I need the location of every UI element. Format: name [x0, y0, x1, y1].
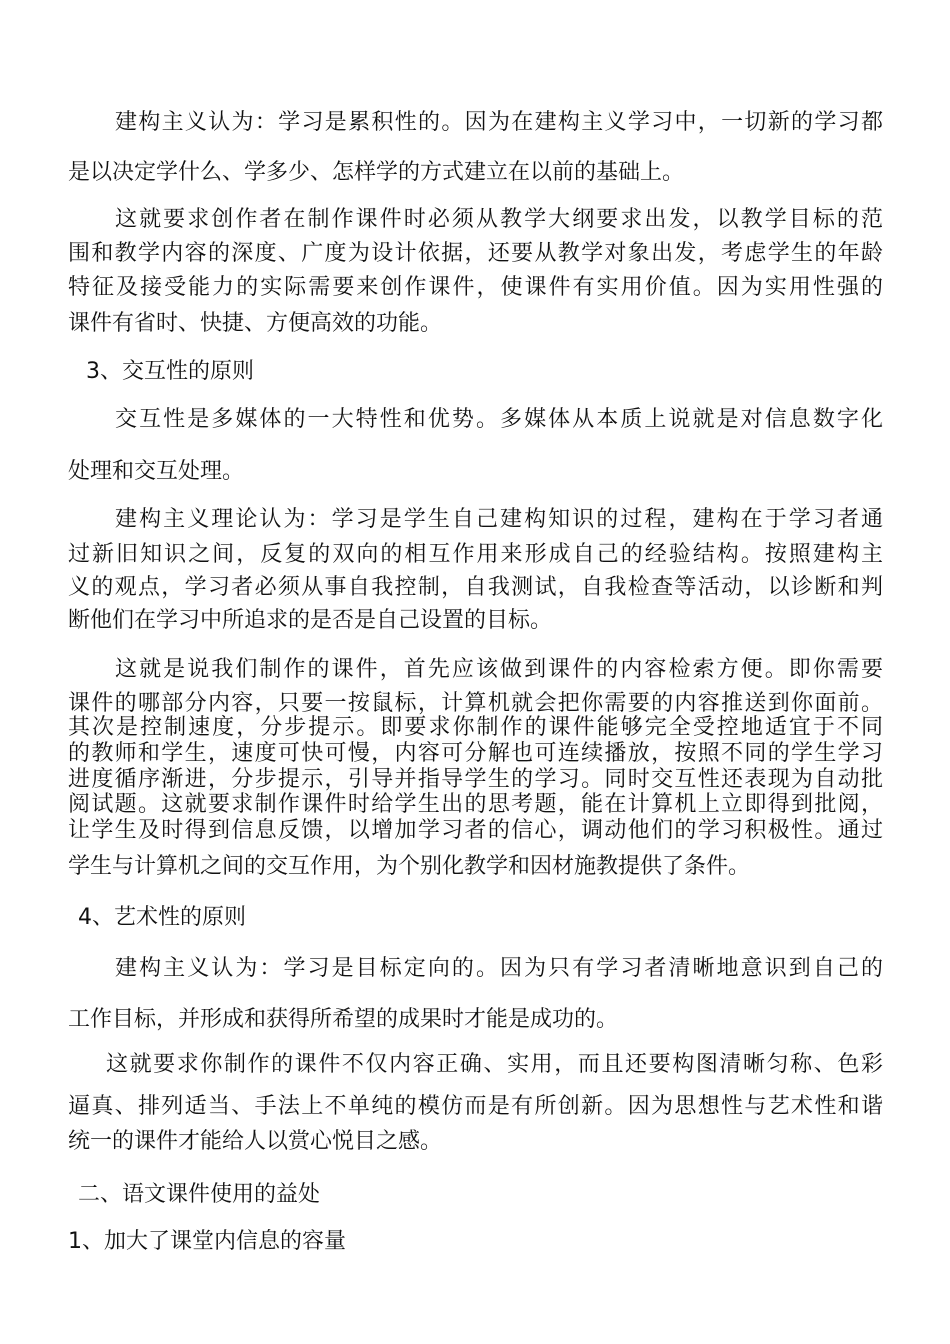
paragraph-line: 处理和交互处理。 [68, 459, 245, 484]
paragraph-line: 建构主义理论认为：学习是学生自己建构知识的过程，建构在于学习者通 [115, 507, 883, 532]
section-heading: 二、语文课件使用的益处 [78, 1182, 321, 1207]
paragraph-line: 这就要求创作者在制作课件时必须从教学大纲要求出发，以教学目标的范 [115, 207, 883, 232]
paragraph-line: 课件有省时、快捷、方便高效的功能。 [68, 311, 443, 336]
paragraph-line: 围和教学内容的深度、广度为设计依据，还要从教学对象出发，考虑学生的年龄 [68, 241, 883, 266]
paragraph-line: 建构主义认为：学习是目标定向的。因为只有学习者清晰地意识到自己的 [115, 956, 883, 981]
paragraph-line: 阅试题。这就要求制作课件时给学生出的思考题，能在计算机上立即得到批阅， [68, 792, 883, 817]
paragraph-line: 让学生及时得到信息反馈，以增加学习者的信心，调动他们的学习积极性。通过 [68, 818, 883, 843]
paragraph-line: 工作目标，并形成和获得所希望的成果时才能是成功的。 [68, 1007, 619, 1032]
paragraph-line: 的教师和学生，速度可快可慢，内容可分解也可连续播放，按照不同的学生学习 [68, 741, 883, 766]
paragraph-line: 是以决定学什么、学多少、怎样学的方式建立在以前的基础上。 [68, 160, 685, 185]
paragraph-line: 其次是控制速度，分步提示。即要求你制作的课件能够完全受控地适宜于不同 [68, 715, 883, 740]
paragraph-line: 统一的课件才能给人以赏心悦目之感。 [68, 1129, 443, 1154]
paragraph-line: 这就要求你制作的课件不仅内容正确、实用，而且还要构图清晰匀称、色彩 [106, 1052, 883, 1077]
paragraph-line: 建构主义认为：学习是累积性的。因为在建构主义学习中，一切新的学习都 [115, 110, 883, 135]
section-heading: 4、艺术性的原则 [78, 905, 246, 930]
paragraph-line: 特征及接受能力的实际需要来创作课件，使课件有实用价值。因为实用性强的 [68, 275, 883, 300]
paragraph-line: 学生与计算机之间的交互作用，为个别化教学和因材施教提供了条件。 [68, 854, 751, 879]
paragraph-line: 进度循序渐进，分步提示，引导并指导学生的学习。同时交互性还表现为自动批 [68, 767, 883, 792]
paragraph-line: 交互性是多媒体的一大特性和优势。多媒体从本质上说就是对信息数字化 [115, 407, 883, 432]
paragraph-line: 逼真、排列适当、手法上不单纯的模仿而是有所创新。因为思想性与艺术性和谐 [68, 1094, 883, 1119]
section-heading: 3、交互性的原则 [86, 359, 254, 384]
paragraph-line: 断他们在学习中所追求的是否是自己设置的目标。 [68, 608, 553, 633]
paragraph-line: 过新旧知识之间，反复的双向的相互作用来形成自己的经验结构。按照建构主 [68, 542, 883, 567]
paragraph-line: 这就是说我们制作的课件，首先应该做到课件的内容检索方便。即你需要 [115, 657, 883, 682]
paragraph-line: 义的观点，学习者必须从事自我控制，自我测试，自我检查等活动，以诊断和判 [68, 575, 883, 600]
subsection-heading: 1、加大了课堂内信息的容量 [68, 1229, 346, 1254]
paragraph-line: 课件的哪部分内容，只要一按鼠标，计算机就会把你需要的内容推送到你面前。 [68, 691, 883, 716]
